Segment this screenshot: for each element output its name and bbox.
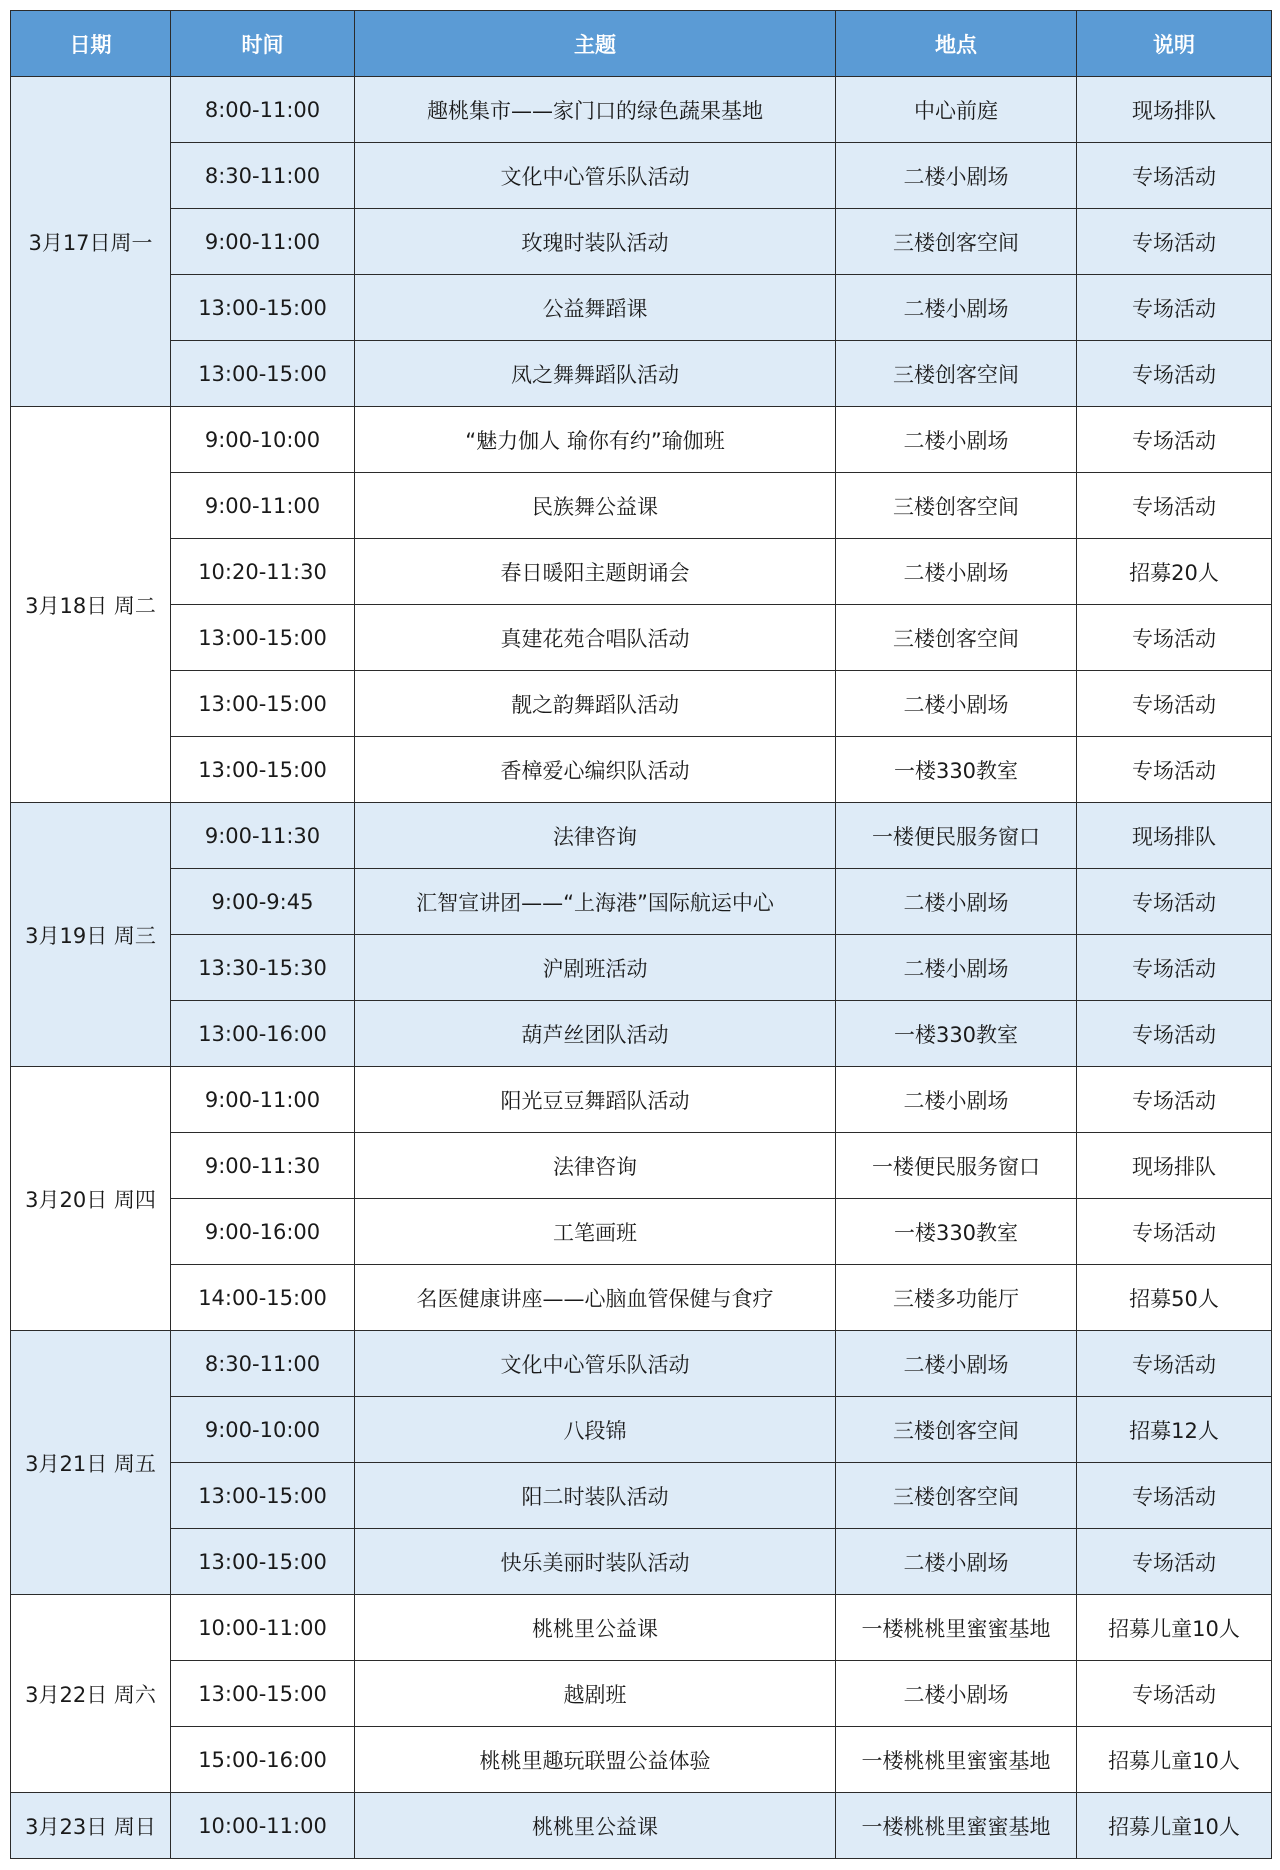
time-cell: 10:00-11:00 — [171, 1595, 355, 1661]
date-cell: 3月21日 周五 — [11, 1331, 171, 1595]
location-cell: 二楼小剧场 — [836, 1529, 1077, 1595]
note-cell: 专场活动 — [1077, 473, 1272, 539]
topic-cell: 阳二时装队活动 — [355, 1463, 836, 1529]
topic-cell: 法律咨询 — [355, 803, 836, 869]
note-cell: 专场活动 — [1077, 209, 1272, 275]
note-cell: 专场活动 — [1077, 1529, 1272, 1595]
location-cell: 二楼小剧场 — [836, 1067, 1077, 1133]
time-cell: 13:00-15:00 — [171, 1661, 355, 1727]
table-row — [11, 1529, 1272, 1595]
topic-cell: 桃桃里趣玩联盟公益体验 — [355, 1727, 836, 1793]
note-cell: 招募50人 — [1077, 1265, 1272, 1331]
date-cell: 3月19日 周三 — [11, 803, 171, 1067]
time-cell: 15:00-16:00 — [171, 1727, 355, 1793]
date-cell: 3月18日 周二 — [11, 407, 171, 803]
time-cell: 10:00-11:00 — [171, 1793, 355, 1859]
topic-cell: 趣桃集市——家门口的绿色蔬果基地 — [355, 77, 836, 143]
table-row — [11, 1133, 1272, 1199]
time-cell: 13:00-15:00 — [171, 341, 355, 407]
table-header — [11, 11, 1272, 77]
date-cell: 3月17日周一 — [11, 77, 171, 407]
time-cell: 8:30-11:00 — [171, 1331, 355, 1397]
time-cell: 9:00-11:00 — [171, 1067, 355, 1133]
table-row — [11, 473, 1272, 539]
note-cell: 现场排队 — [1077, 77, 1272, 143]
note-cell: 专场活动 — [1077, 1661, 1272, 1727]
topic-cell: 法律咨询 — [355, 1133, 836, 1199]
table-row — [11, 1727, 1272, 1793]
note-cell: 专场活动 — [1077, 935, 1272, 1001]
location-cell: 一楼桃桃里蜜蜜基地 — [836, 1595, 1077, 1661]
location-cell: 三楼创客空间 — [836, 473, 1077, 539]
topic-cell: 公益舞蹈课 — [355, 275, 836, 341]
topic-cell: 阳光豆豆舞蹈队活动 — [355, 1067, 836, 1133]
time-cell: 13:00-15:00 — [171, 737, 355, 803]
activity-schedule-table — [10, 10, 1272, 1859]
location-cell: 三楼多功能厅 — [836, 1265, 1077, 1331]
note-cell: 现场排队 — [1077, 803, 1272, 869]
note-cell: 专场活动 — [1077, 1067, 1272, 1133]
time-cell: 9:00-10:00 — [171, 407, 355, 473]
table-row — [11, 1265, 1272, 1331]
topic-cell: 香樟爱心编织队活动 — [355, 737, 836, 803]
location-cell: 二楼小剧场 — [836, 143, 1077, 209]
location-cell: 二楼小剧场 — [836, 671, 1077, 737]
table-row — [11, 1793, 1272, 1859]
location-cell: 中心前庭 — [836, 77, 1077, 143]
time-cell: 13:00-15:00 — [171, 1463, 355, 1529]
date-cell: 3月20日 周四 — [11, 1067, 171, 1331]
note-cell: 专场活动 — [1077, 407, 1272, 473]
table-row — [11, 1463, 1272, 1529]
header-location: 地点 — [836, 11, 1077, 77]
topic-cell: 靓之韵舞蹈队活动 — [355, 671, 836, 737]
topic-cell: 玫瑰时装队活动 — [355, 209, 836, 275]
header-topic: 主题 — [355, 11, 836, 77]
location-cell: 二楼小剧场 — [836, 539, 1077, 605]
date-cell: 3月22日 周六 — [11, 1595, 171, 1793]
location-cell: 一楼便民服务窗口 — [836, 1133, 1077, 1199]
topic-cell: 文化中心管乐队活动 — [355, 143, 836, 209]
time-cell: 10:20-11:30 — [171, 539, 355, 605]
time-cell: 13:00-15:00 — [171, 1529, 355, 1595]
note-cell: 招募儿童10人 — [1077, 1727, 1272, 1793]
location-cell: 二楼小剧场 — [836, 1661, 1077, 1727]
location-cell: 一楼桃桃里蜜蜜基地 — [836, 1793, 1077, 1859]
table-row — [11, 539, 1272, 605]
note-cell: 招募儿童10人 — [1077, 1595, 1272, 1661]
note-cell: 专场活动 — [1077, 341, 1272, 407]
table-row — [11, 407, 1272, 473]
location-cell: 三楼创客空间 — [836, 605, 1077, 671]
note-cell: 招募20人 — [1077, 539, 1272, 605]
table-row — [11, 1199, 1272, 1265]
time-cell: 8:00-11:00 — [171, 77, 355, 143]
table-row — [11, 77, 1272, 143]
note-cell: 招募儿童10人 — [1077, 1793, 1272, 1859]
note-cell: 专场活动 — [1077, 275, 1272, 341]
time-cell: 9:00-9:45 — [171, 869, 355, 935]
table-row — [11, 209, 1272, 275]
note-cell: 专场活动 — [1077, 1199, 1272, 1265]
table-row — [11, 803, 1272, 869]
time-cell: 9:00-11:00 — [171, 473, 355, 539]
date-cell: 3月23日 周日 — [11, 1793, 171, 1859]
time-cell: 9:00-11:30 — [171, 803, 355, 869]
topic-cell: 桃桃里公益课 — [355, 1793, 836, 1859]
topic-cell: 真建花苑合唱队活动 — [355, 605, 836, 671]
topic-cell: 八段锦 — [355, 1397, 836, 1463]
topic-cell: 民族舞公益课 — [355, 473, 836, 539]
time-cell: 9:00-11:30 — [171, 1133, 355, 1199]
table-body — [11, 77, 1272, 1859]
table-row — [11, 1397, 1272, 1463]
time-cell: 13:00-15:00 — [171, 605, 355, 671]
time-cell: 8:30-11:00 — [171, 143, 355, 209]
note-cell: 专场活动 — [1077, 671, 1272, 737]
time-cell: 14:00-15:00 — [171, 1265, 355, 1331]
topic-cell: “魅力伽人 瑜你有约”瑜伽班 — [355, 407, 836, 473]
location-cell: 三楼创客空间 — [836, 1397, 1077, 1463]
location-cell: 三楼创客空间 — [836, 1463, 1077, 1529]
topic-cell: 文化中心管乐队活动 — [355, 1331, 836, 1397]
time-cell: 9:00-16:00 — [171, 1199, 355, 1265]
topic-cell: 名医健康讲座——心脑血管保健与食疗 — [355, 1265, 836, 1331]
location-cell: 一楼桃桃里蜜蜜基地 — [836, 1727, 1077, 1793]
table-row — [11, 341, 1272, 407]
location-cell: 二楼小剧场 — [836, 407, 1077, 473]
note-cell: 现场排队 — [1077, 1133, 1272, 1199]
header-time: 时间 — [171, 11, 355, 77]
table-row — [11, 605, 1272, 671]
table-row — [11, 1595, 1272, 1661]
table-row — [11, 869, 1272, 935]
note-cell: 专场活动 — [1077, 1331, 1272, 1397]
topic-cell: 工笔画班 — [355, 1199, 836, 1265]
table-row — [11, 1001, 1272, 1067]
note-cell: 招募12人 — [1077, 1397, 1272, 1463]
table-row — [11, 1661, 1272, 1727]
time-cell: 13:00-15:00 — [171, 671, 355, 737]
note-cell: 专场活动 — [1077, 737, 1272, 803]
table-row — [11, 1331, 1272, 1397]
location-cell: 二楼小剧场 — [836, 275, 1077, 341]
table-row — [11, 935, 1272, 1001]
table-row — [11, 143, 1272, 209]
location-cell: 二楼小剧场 — [836, 1331, 1077, 1397]
topic-cell: 快乐美丽时装队活动 — [355, 1529, 836, 1595]
table-row — [11, 275, 1272, 341]
header-row — [11, 11, 1272, 77]
note-cell: 专场活动 — [1077, 605, 1272, 671]
location-cell: 二楼小剧场 — [836, 869, 1077, 935]
location-cell: 一楼330教室 — [836, 1199, 1077, 1265]
topic-cell: 汇智宣讲团——“上海港”国际航运中心 — [355, 869, 836, 935]
note-cell: 专场活动 — [1077, 1463, 1272, 1529]
topic-cell: 春日暖阳主题朗诵会 — [355, 539, 836, 605]
topic-cell: 凤之舞舞蹈队活动 — [355, 341, 836, 407]
topic-cell: 桃桃里公益课 — [355, 1595, 836, 1661]
topic-cell: 越剧班 — [355, 1661, 836, 1727]
time-cell: 13:00-15:00 — [171, 275, 355, 341]
location-cell: 三楼创客空间 — [836, 341, 1077, 407]
location-cell: 三楼创客空间 — [836, 209, 1077, 275]
time-cell: 9:00-11:00 — [171, 209, 355, 275]
location-cell: 一楼便民服务窗口 — [836, 803, 1077, 869]
time-cell: 9:00-10:00 — [171, 1397, 355, 1463]
time-cell: 13:30-15:30 — [171, 935, 355, 1001]
note-cell: 专场活动 — [1077, 143, 1272, 209]
note-cell: 专场活动 — [1077, 869, 1272, 935]
location-cell: 一楼330教室 — [836, 1001, 1077, 1067]
topic-cell: 沪剧班活动 — [355, 935, 836, 1001]
table-row — [11, 737, 1272, 803]
topic-cell: 葫芦丝团队活动 — [355, 1001, 836, 1067]
header-date: 日期 — [11, 11, 171, 77]
table-row — [11, 1067, 1272, 1133]
header-note: 说明 — [1077, 11, 1272, 77]
note-cell: 专场活动 — [1077, 1001, 1272, 1067]
table-row — [11, 671, 1272, 737]
location-cell: 二楼小剧场 — [836, 935, 1077, 1001]
time-cell: 13:00-16:00 — [171, 1001, 355, 1067]
location-cell: 一楼330教室 — [836, 737, 1077, 803]
